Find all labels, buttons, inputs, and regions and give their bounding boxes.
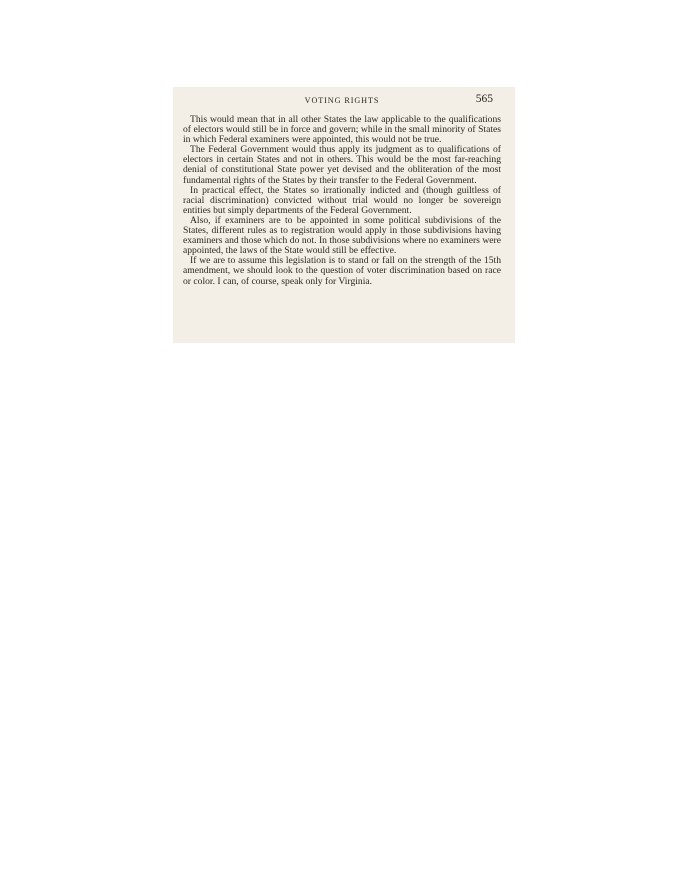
page-number: 565 — [475, 93, 493, 105]
body-text — [183, 115, 501, 287]
scanned-page — [173, 87, 515, 343]
paragraph: The Federal Government would thus apply its judgment as to qualifications of electors in certain States and not in others. This would be the most far-reaching denial of constitutional State power yet devised and the obliteration of the most fundamental rights of the States by their transfer to the Federal Government. — [183, 144, 501, 186]
page-header — [183, 93, 501, 111]
running-head: VOTING RIGHTS — [304, 96, 380, 105]
paragraph: This would mean that in all other States the law applicable to the qualifications of electors would still be in force and govern; while in the small minority of States in which Federal examiners were appointed, this would not be true. — [183, 114, 501, 146]
paragraph: If we are to assume this legislation is to stand or fall on the strength of the 15th amendment, we should look to the question of voter discrimination based on race or color. I can, of course, speak only for Virginia. — [183, 255, 501, 287]
page-crop-edge — [173, 337, 515, 343]
paragraph: In practical effect, the States so irrationally indicted and (though guiltless of racial discrimination) convicted without trial would no longer be sovereign entities but simply departments of the Federal Government. — [183, 184, 501, 216]
paragraph: Also, if examiners are to be appointed in some political subdivisions of the States, different rules as to registration would apply in those subdivisions having examiners and those which do not. In those subdivisions where no examiners were appointed, the laws of the State would still be effective. — [183, 214, 501, 257]
